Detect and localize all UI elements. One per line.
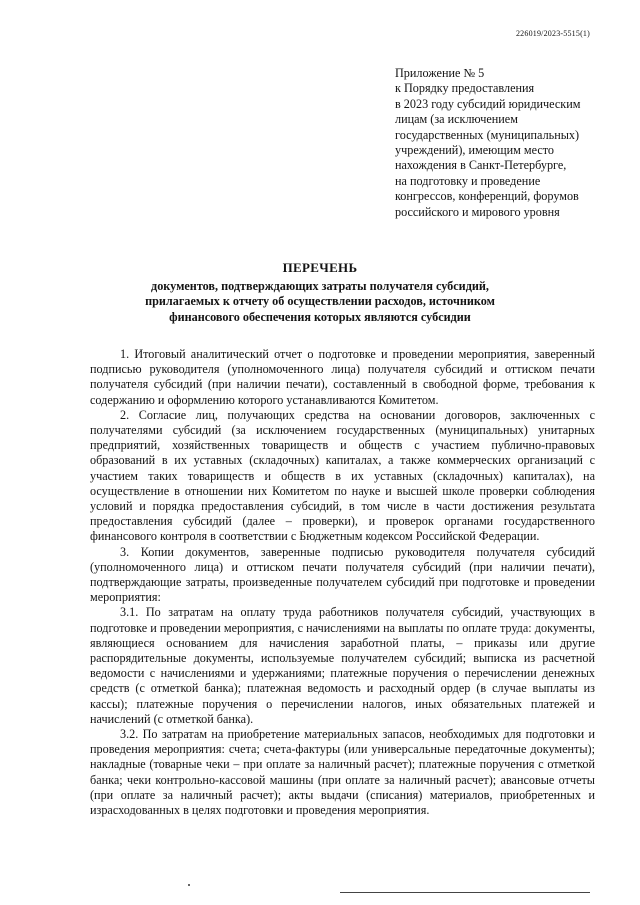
page-title: ПЕРЕЧЕНЬ xyxy=(282,260,358,275)
appendix-line: лицам (за исключением xyxy=(395,112,518,127)
appendix-block xyxy=(395,66,610,220)
document-number: 226019/2023-5515(1) xyxy=(515,29,590,38)
appendix-line: российского и мирового уровня xyxy=(395,204,560,219)
subtitle-line: финансового обеспечения которых являются субсидии xyxy=(169,309,471,324)
paragraph-2: 2. Согласие лиц, получающих средства на основании договоров, заключенных с получателями субсидий (за исключением государственных (муниципальных) унитарных предприятий, хозяйственных товариществ и обществ с участием публично-правовых образований в их уставных (складочных) капиталах, а также коммерческих организаций с участием таких товариществ и обществ в их уставных (складочных) капиталах), на осуществление в отношении них Комитетом по науке и высшей школе проверки соблюдения условий и порядка предоставления субсидий, в том числе в части достижения результата предоставления субсидий (далее – проверки), и проверок органами государственного финансового контроля в соответствии с Бюджетным кодексом Российской Федерации. xyxy=(90,407,595,544)
paragraph-1: 1. Итоговый аналитический отчет о подготовке и проведении мероприятия, заверенный подписью руководителя (уполномоченного лица) получателя субсидий и оттиском печати получателя субсидий (при наличии печати), составленный в свободной форме, требования к содержанию и оформлению которого устанавливаются Комитетом. xyxy=(90,347,595,407)
appendix-line: к Порядку предоставления xyxy=(395,81,535,96)
scan-mark xyxy=(188,884,190,886)
paragraph-3: 3. Копии документов, заверенные подписью руководителя получателя субсидий (уполномоченного лица) и оттиском печати получателя субсидий (при наличии печати), подтверждающие затраты, произведенные получателем субсидий при подготовке и проведении мероприятия: xyxy=(90,544,595,605)
appendix-line: на подготовку и проведение xyxy=(395,173,541,188)
appendix-line: в 2023 году субсидий юридическим xyxy=(395,96,581,111)
paragraph-3-1: 3.1. По затратам на оплату труда работников получателя субсидий, участвующих в подготовке и проведении мероприятия, с начислениями на выплаты по оплате труда: документы, являющиеся основанием для начисления заработной платы, – приказы или другие распорядительные документы, используемые получателем субсидий; выписка из расчетной ведомости с начислениями и удержаниями; платежные поручения о перечислении денежных средств (с отметкой банка); платежная ведомость и расходный ордер (в случае выплаты из кассы); платежные поручения о перечислении налогов, иных обязательных платежей и начислений (с отметкой банка). xyxy=(90,605,595,726)
footer-rule xyxy=(340,892,590,893)
subtitle-line: документов, подтверждающих затраты получателя субсидий, xyxy=(151,278,489,293)
appendix-line: конгрессов, конференций, форумов xyxy=(395,189,579,204)
appendix-line: Приложение № 5 xyxy=(395,66,485,80)
appendix-line: нахождения в Санкт-Петербурге, xyxy=(395,158,567,173)
appendix-line: учреждений), имеющим место xyxy=(395,143,554,158)
appendix-line: государственных (муниципальных) xyxy=(395,127,580,142)
document-heading xyxy=(90,260,550,325)
document-body xyxy=(90,347,595,818)
subtitle-line: прилагаемых к отчету об осуществлении расходов, источником xyxy=(145,294,495,308)
paragraph-3-2: 3.2. По затратам на приобретение материальных запасов, необходимых для подготовки и проведения мероприятия: счета; счета-фактуры (или универсальные передаточные документы); накладные (товарные чеки – при оплате за наличный расчет); платежные поручения с отметкой банка; чеки контрольно-кассовой машины (при оплате за наличный расчет); авансовые отчеты (при оплате за наличный расчет); акты выдачи (списания) материалов, приобретенных и израсходованных в целях подготовки и проведения мероприятия. xyxy=(90,727,595,818)
